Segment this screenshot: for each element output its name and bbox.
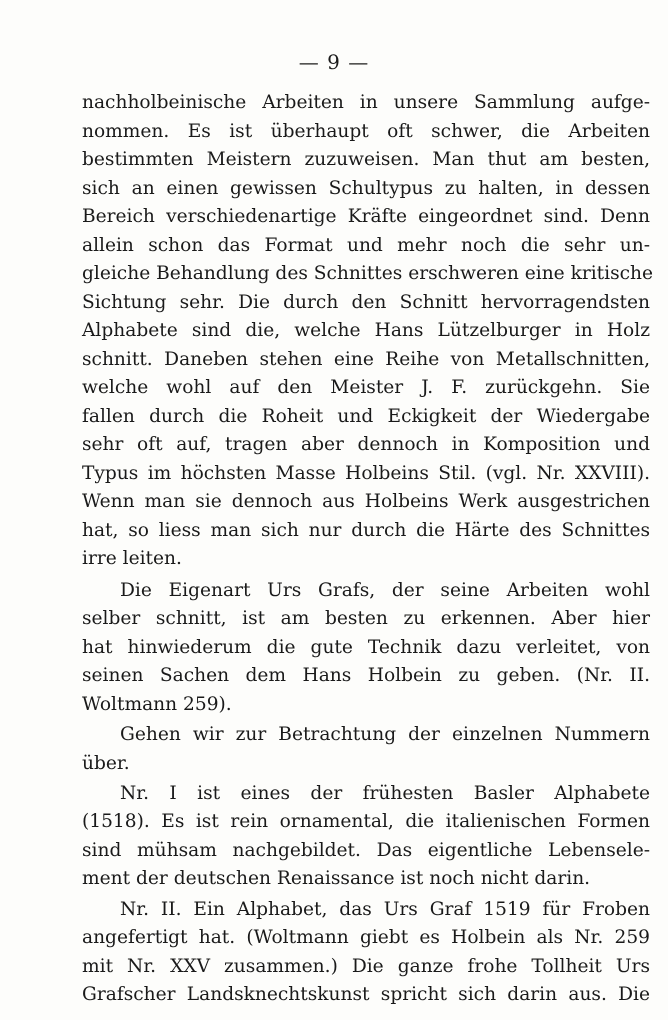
text-line: allein schon das Format und mehr noch die sehr un-	[82, 234, 650, 256]
text-line: (1518). Es ist rein ornamental, die italienischen Formen	[82, 811, 650, 833]
paragraph-start-line: Die Eigenart Urs Grafs, der seine Arbeiten wohl	[120, 579, 650, 601]
paragraph-start-line: Nr. I ist eines der frühesten Basler Alphabete	[120, 782, 650, 804]
text-line: Bereich verschiedenartige Kräfte eingeordnet sind. Denn	[82, 206, 650, 227]
text-line: Woltmann 259).	[82, 693, 232, 715]
paragraph-start-line: Gehen wir zur Betrachtung der einzelnen Nummern	[120, 724, 650, 746]
text-line: nachholbeinische Arbeiten in unsere Sammlung aufge-	[82, 92, 650, 113]
text-line: nommen. Es ist überhaupt oft schwer, die Arbeiten	[82, 120, 650, 142]
text-line: Alphabete sind die, welche Hans Lützelburger in Holz	[82, 320, 650, 341]
page-number: — 9 —	[298, 50, 370, 74]
paragraph-start-line: Nr. II. Ein Alphabet, das Urs Graf 1519 für Froben	[120, 898, 650, 920]
text-line: schnitt. Daneben stehen eine Reihe von Metallschnitten,	[82, 348, 650, 370]
text-line: hat, so liess man sich nur durch die Härte des Schnittes	[82, 519, 650, 541]
text-line: fallen durch die Roheit und Eckigkeit der Wiedergabe	[82, 405, 650, 427]
text-line: mit Nr. XXV zusammen.) Die ganze frohe Tollheit Urs	[82, 955, 650, 977]
text-line: über.	[82, 752, 130, 774]
text-line: angefertigt hat. (Woltmann giebt es Holbein als Nr. 259	[82, 927, 650, 948]
text-line: Typus im höchsten Masse Holbeins Stil. (vgl. Nr. XXVIII).	[82, 462, 650, 484]
text-line: Grafscher Landsknechtskunst spricht sich darin aus. Die	[82, 984, 650, 1005]
text-line: bestimmten Meistern zuzuweisen. Man thut am besten,	[82, 149, 650, 170]
text-line: welche wohl auf den Meister J. F. zurückgehn. Sie	[82, 377, 650, 398]
text-line: hat hinwiederum die gute Technik dazu verleitet, von	[82, 636, 650, 658]
text-line: sich an einen gewissen Schultypus zu halten, in dessen	[82, 177, 650, 199]
text-line: irre leiten.	[82, 548, 182, 570]
text-line: sind mühsam nachgebildet. Das eigentliche Lebensele-	[82, 839, 650, 861]
text-line: selber schnitt, ist am besten zu erkennen. Aber hier	[82, 608, 650, 630]
text-line: ment der deutschen Renaissance ist noch nicht darin.	[82, 868, 591, 890]
text-line: Sichtung sehr. Die durch den Schnitt hervorragendsten	[82, 291, 650, 313]
text-line: seinen Sachen dem Hans Holbein zu geben. (Nr. II.	[82, 665, 650, 687]
text-line: gleiche Behandlung des Schnittes erschweren eine kritische	[82, 263, 654, 284]
text-line: sehr oft auf, tragen aber dennoch in Komposition und	[82, 434, 650, 455]
text-line: Wenn man sie dennoch aus Holbeins Werk ausgestrichen	[82, 491, 650, 513]
